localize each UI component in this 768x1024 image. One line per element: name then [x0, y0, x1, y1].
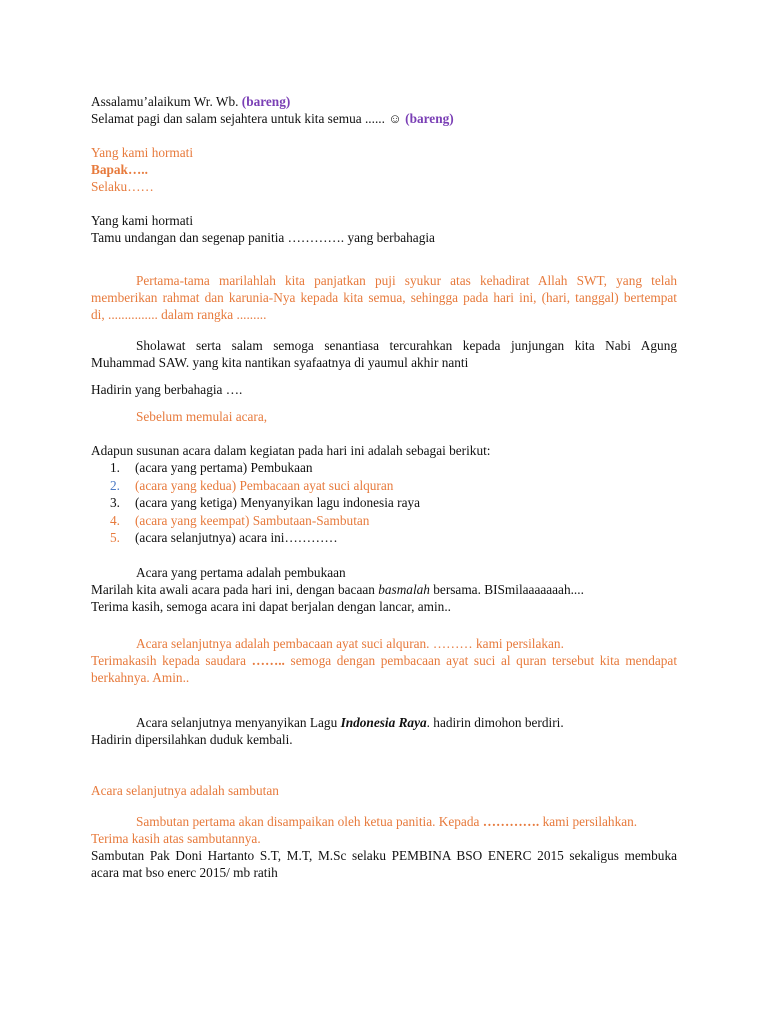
- respect-role: Selaku……: [91, 179, 154, 194]
- opening-line-2: memberikan rahmat dan karunia-Nya kepada kita semua, sehingga pada hari ini, (hari, tanggal) bertempat: [91, 290, 677, 305]
- respect-heading-2: Yang kami hormati: [91, 213, 194, 228]
- indonesia-paragraph: [91, 714, 677, 748]
- alquran-line-3: berkahnya. Amin..: [91, 669, 190, 685]
- sholawat-paragraph: [91, 337, 677, 371]
- agenda-item: [91, 512, 677, 530]
- agenda-intro: Adapun susunan acara dalam kegiatan pada hari ini adalah sebagai berikut:: [91, 443, 491, 458]
- sambutan-paragraph: [91, 813, 677, 881]
- alquran-line-2c: semoga dengan pembacaan ayat suci al quran tersebut kita mendapat: [290, 652, 678, 668]
- agenda-text: (acara selanjutnya) acara ini…………: [135, 530, 338, 545]
- alquran-paragraph: [91, 635, 677, 686]
- pembukaan-line-2c: bersama. BISmilaaaaaaah....: [433, 581, 584, 597]
- agenda-text: (acara yang ketiga) Menyanyikan lagu indonesia raya: [135, 495, 421, 510]
- agenda-num: 3.: [110, 495, 120, 510]
- respect-name: Bapak…..: [91, 162, 148, 177]
- agenda-num: 4.: [110, 512, 120, 528]
- alquran-line-1: Acara selanjutnya adalah pembacaan ayat suci alquran. ……… kami persilakan.: [136, 635, 564, 651]
- sambutan-line-4: acara mat bso enerc 2015/ mb ratih: [91, 864, 278, 880]
- greeting-line-1: [91, 93, 677, 110]
- document-page: [91, 93, 677, 881]
- agenda-num: 2.: [110, 477, 120, 493]
- sambutan-line-1a: Sambutan pertama akan disampaikan oleh ketua panitia. Kepada: [136, 813, 480, 829]
- opening-paragraph: [91, 272, 677, 323]
- bareng-tag-2: (bareng): [405, 111, 454, 126]
- agenda-item: [91, 459, 677, 477]
- sholawat-line-1: Sholawat serta salam semoga senantiasa tercurahkan kepada junjungan kita Nabi Agung: [136, 338, 677, 353]
- pembukaan-line-3: Terima kasih, semoga acara ini dapat berjalan dengan lancar, amin..: [91, 598, 451, 614]
- pembukaan-line-1: Acara yang pertama adalah pembukaan: [136, 564, 346, 580]
- agenda-item: [91, 529, 677, 547]
- respect-guests: Tamu undangan dan segenap panitia …………. yang berbahagia: [91, 230, 435, 245]
- respect-heading-1: Yang kami hormati: [91, 145, 194, 160]
- hadirin-line: Hadirin yang berbahagia ….: [91, 382, 243, 397]
- bareng-tag: (bareng): [241, 94, 291, 109]
- agenda-item: [91, 477, 677, 495]
- agenda-num: 5.: [110, 530, 120, 545]
- agenda-text: (acara yang keempat) Sambutaan-Sambutan: [135, 512, 370, 528]
- smiley-icon: ☺: [388, 111, 402, 126]
- opening-line-1: Pertama-tama marilahlah kita panjatkan puji syukur atas kehadirat Allah SWT, yang telah: [136, 273, 677, 288]
- opening-line-3: di, ............... dalam rangka .........: [91, 307, 267, 322]
- agenda-num: 1.: [110, 460, 120, 475]
- indonesia-line-2: Hadirin dipersilahkan duduk kembali.: [91, 731, 293, 747]
- indonesia-line-1a: Acara selanjutnya menyanyikan Lagu: [136, 714, 338, 730]
- alquran-dots: ……..: [251, 652, 285, 668]
- sambutan-dots: ………….: [482, 813, 540, 829]
- agenda-text: (acara yang kedua) Pembacaan ayat suci alquran: [135, 477, 394, 493]
- basmalah-word: basmalah: [378, 581, 430, 597]
- greeting-text: Assalamu’alaikum Wr. Wb.: [91, 94, 239, 109]
- sambutan-line-3: Sambutan Pak Doni Hartanto S.T, M.T, M.Sc selaku PEMBINA BSO ENERC 2015 sekaligus membuka: [91, 847, 677, 863]
- sambutan-line-1c: kami persilahkan.: [542, 813, 638, 829]
- sebelum-line: Sebelum memulai acara,: [136, 409, 268, 424]
- sambutan-line-2: Terima kasih atas sambutannya.: [91, 830, 261, 846]
- sambutan-heading: Acara selanjutnya adalah sambutan: [91, 782, 279, 798]
- agenda-text: (acara yang pertama) Pembukaan: [135, 460, 313, 475]
- pembukaan-paragraph: [91, 564, 677, 615]
- indonesia-raya-title: Indonesia Raya: [340, 714, 427, 730]
- alquran-line-2a: Terimakasih kepada saudara: [91, 652, 247, 668]
- greeting-text-2: Selamat pagi dan salam sejahtera untuk kita semua ......: [91, 111, 385, 126]
- pembukaan-line-2a: Marilah kita awali acara pada hari ini, dengan bacaan: [91, 581, 375, 597]
- agenda-list: [91, 459, 677, 547]
- agenda-item: [91, 494, 677, 512]
- greeting-line-2: [91, 110, 677, 127]
- sholawat-line-2: Muhammad SAW. yang kita nantikan syafaatnya di yaumul akhir nanti: [91, 355, 469, 370]
- indonesia-line-1c: . hadirin dimohon berdiri.: [426, 714, 564, 730]
